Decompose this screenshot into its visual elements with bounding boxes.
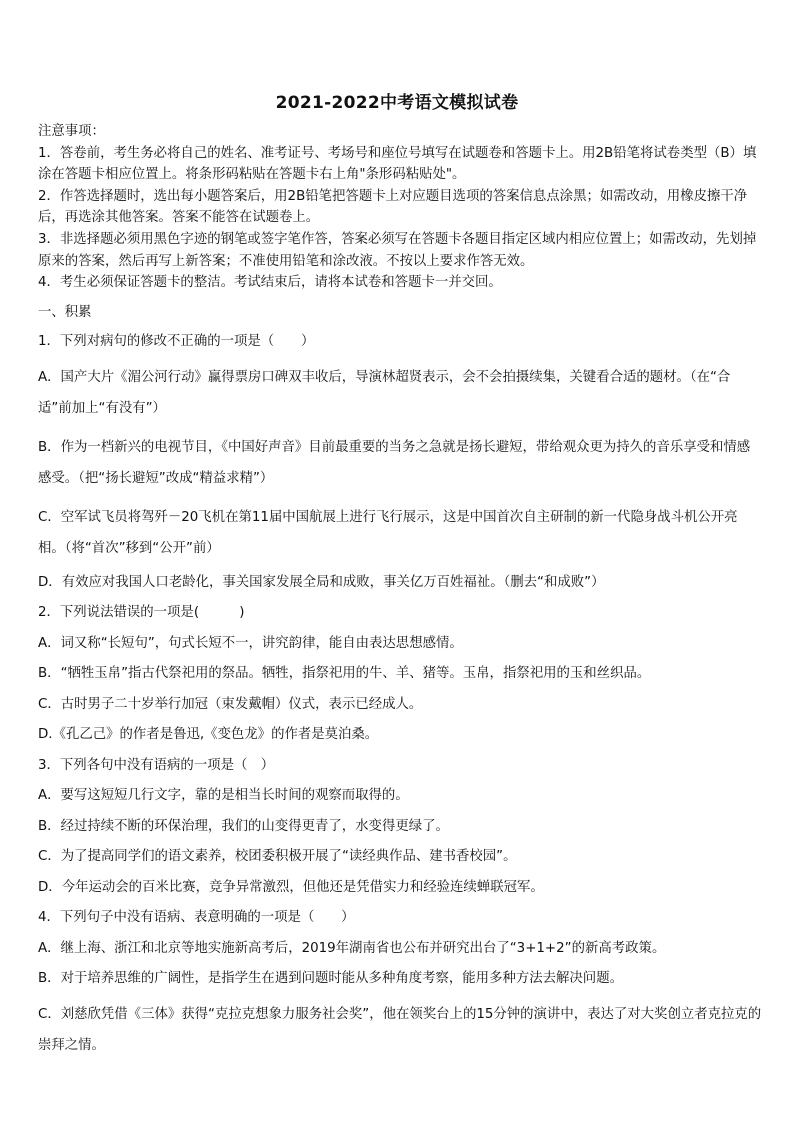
option-a: A．国产大片《湄公河行动》赢得票房口碑双丰收后，导演林超贤表示，会不会拍摄续集，关键看合适的题材。（在“合适”前加上“有没有”）	[38, 369, 731, 416]
question-2	[38, 602, 762, 745]
notice-item: 1．答卷前，考生务必将自己的姓名、准考证号、考场号和座位号填写在试题卷和答题卡上。用2B铅笔将试卷类型（B）填涂在答题卡相应位置上。将条形码粘贴在答题卡右上角"条形码粘贴处"。	[38, 145, 757, 183]
option-c: C．古时男子二十岁举行加冠（束发戴帽）仪式，表示已经成人。	[38, 696, 423, 712]
option-b: B．经过持续不断的环保治理，我们的山变得更青了，水变得更绿了。	[38, 818, 449, 834]
option-b: B．对于培养思维的广阔性，是指学生在遇到问题时能从多种角度考察，能用多种方法去解决问题。	[38, 971, 623, 986]
option-a: A．继上海、浙江和北京等地实施新高考后，2019年湖南省也公布并研究出台了“3+1+2”的新高考政策。	[38, 940, 666, 956]
page-title: 2021-2022中考语文模拟试卷	[275, 93, 519, 113]
question-1	[38, 331, 762, 593]
question-stem: 4．下列句子中没有语病、表意明确的一项是（ ）	[38, 910, 355, 925]
question-stem: 2．下列说法错误的一项是( )	[38, 605, 245, 620]
notice-block	[38, 121, 762, 294]
option-c: C．刘慈欣凭借《三体》获得“克拉克想象力服务社会奖”，他在领奖台上的15分钟的演讲中，表达了对大奖创立者克拉克的崇拜之情。	[38, 1006, 762, 1053]
notice-item: 4．考生必须保证答题卡的整洁。考试结束后，请将本试卷和答题卡一并交回。	[38, 275, 502, 291]
questions-body	[38, 302, 762, 1069]
option-a: A．要写这短短几行文字，靠的是相当长时间的观察而取得的。	[38, 788, 409, 803]
notice-item: 2．作答选择题时，选出每小题答案后，用2B铅笔把答题卡上对应题目选项的答案信息点涂黑；如需改动，用橡皮擦干净后，再选涂其他答案。答案不能答在试题卷上。	[38, 188, 748, 226]
question-4	[38, 907, 762, 1061]
option-d: D．有效应对我国人口老龄化，事关国家发展全局和成败，事关亿万百姓福祉。（删去“和成败”）	[38, 574, 605, 590]
question-3	[38, 755, 762, 898]
option-c: C．为了提高同学们的语文素养，校团委积极开展了“读经典作品、建书香校园”。	[38, 849, 517, 864]
notice-item: 3．非选择题必须用黑色字迹的钢笔或签字笔作答，答案必须写在答题卡各题目指定区域内相应位置上；如需改动，先划掉原来的答案，然后再写上新答案；不准使用铅笔和涂改液。不按以上要求作答无效。	[38, 231, 757, 269]
option-c: C．空军试飞员将驾歼－20飞机在第11届中国航展上进行飞行展示，这是中国首次自主研制的新一代隐身战斗机公开亮相。（将“首次”移到“公开”前）	[38, 509, 738, 556]
section-heading: 一、积累	[38, 305, 92, 320]
option-a: A．词又称“长短句”，句式长短不一，讲究韵律，能自由表达思想感情。	[38, 635, 463, 651]
option-d: D.《孔乙己》的作者是鲁迅,《变色龙》的作者是莫泊桑。	[38, 727, 379, 742]
option-d: D．今年运动会的百米比赛，竞争异常激烈，但他还是凭借实力和经验连续蝉联冠军。	[38, 879, 544, 895]
question-stem: 1．下列对病句的修改不正确的一项是（ ）	[38, 334, 315, 349]
option-b: B．“牺牲玉帛”指古代祭祀用的祭品。牺牲，指祭祀用的牛、羊、猪等。玉帛，指祭祀用的玉和丝织品。	[38, 666, 651, 681]
question-stem: 3．下列各句中没有语病的一项是（ ）	[38, 757, 275, 773]
notice-heading: 注意事项：	[38, 124, 105, 139]
option-b: B．作为一档新兴的电视节目，《中国好声音》目前最重要的当务之急就是扬长避短，带给观众更为持久的音乐享受和情感感受。（把“扬长避短”改成“精益求精”）	[38, 439, 751, 486]
